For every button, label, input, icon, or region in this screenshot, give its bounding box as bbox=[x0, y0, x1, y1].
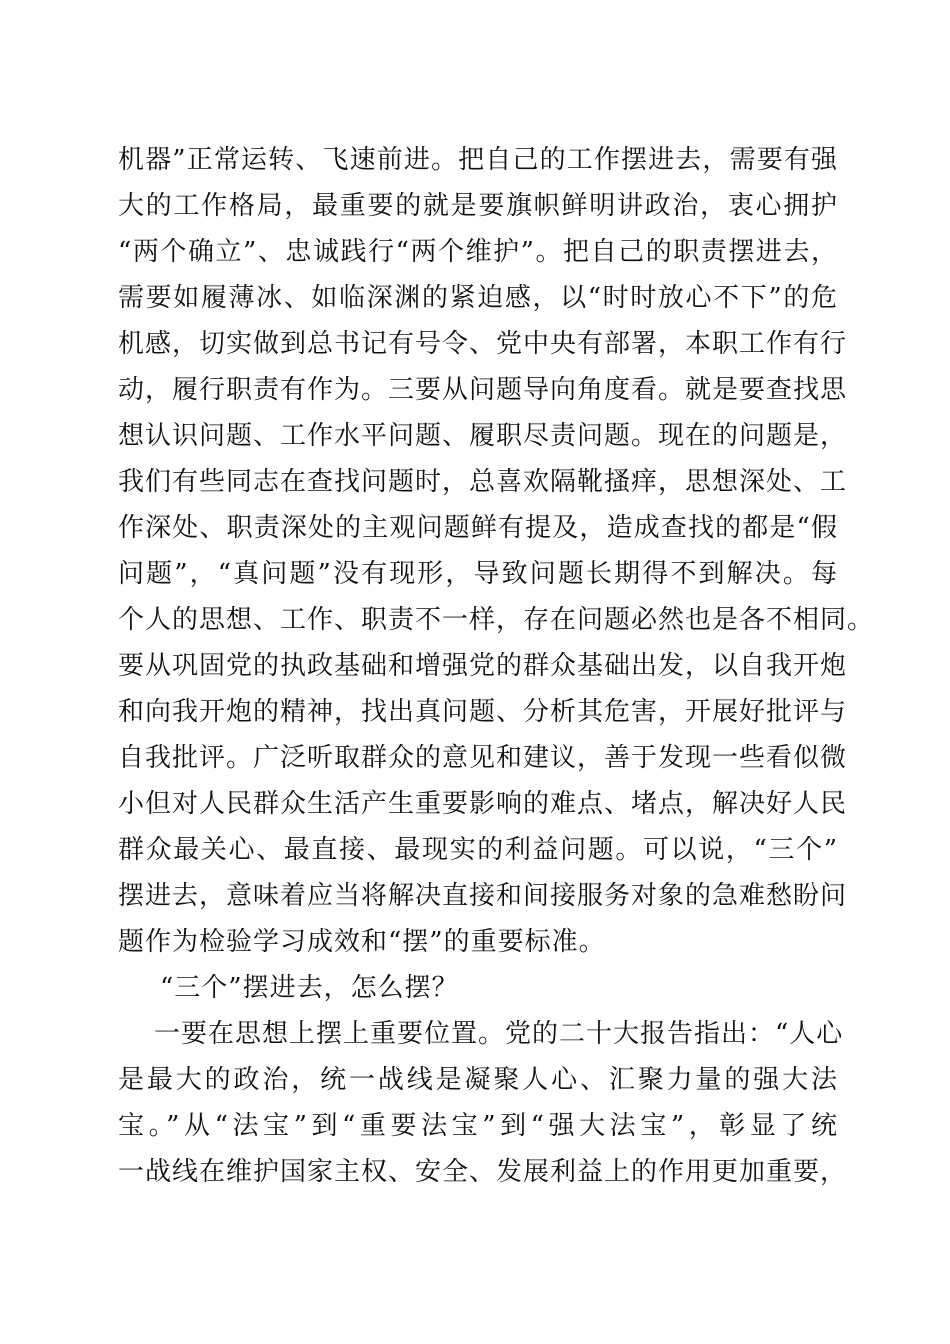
text-line: 宝。”从“法宝”到“重要法宝”到“强大法宝”，彰显了统 bbox=[118, 1111, 838, 1141]
text-line: 要从巩固党的执政基础和增强党的群众基础出发，以自我开炮 bbox=[118, 651, 848, 681]
text-line: 想认识问题、工作水平问题、履职尽责问题。现在的问题是， bbox=[118, 421, 848, 451]
text-line: 是最大的政治，统一战线是凝聚人心、汇聚力量的强大法 bbox=[118, 1065, 838, 1095]
text-line: 个人的思想、工作、职责不一样，存在问题必然也是各不相同。 bbox=[118, 605, 875, 635]
text-line: 大的工作格局，最重要的就是要旗帜鲜明讲政治，衷心拥护 bbox=[118, 191, 838, 221]
text-line: 作深处、职责深处的主观问题鲜有提及，造成查找的都是“假 bbox=[118, 513, 838, 543]
text-line: 一要在思想上摆上重要位置。党的二十大报告指出：“人心 bbox=[154, 1019, 844, 1049]
text-line: 题作为检验学习成效和“摆”的重要标准。 bbox=[118, 927, 606, 957]
text-line: 我们有些同志在查找问题时，总喜欢隔靴搔痒，思想深处、工 bbox=[118, 467, 848, 497]
section-heading: “三个”摆进去，怎么摆？ bbox=[160, 973, 459, 1003]
text-line: 问题”，“真问题”没有现形，导致问题长期得不到解决。每 bbox=[118, 559, 838, 589]
text-line: “两个确立”、忠诚践行“两个维护”。把自己的职责摆进去， bbox=[118, 237, 838, 267]
text-line: 一战线在维护国家主权、安全、发展利益上的作用更加重要， bbox=[118, 1157, 848, 1187]
text-line: 机感，切实做到总书记有号令、党中央有部署，本职工作有行 bbox=[118, 329, 848, 359]
text-line: 群众最关心、最直接、最现实的利益问题。可以说，“三个” bbox=[118, 835, 838, 865]
body-text bbox=[118, 137, 875, 1195]
text-line: 需要如履薄冰、如临深渊的紧迫感，以“时时放心不下”的危 bbox=[118, 283, 838, 313]
text-line: 小但对人民群众生活产生重要影响的难点、堵点，解决好人民 bbox=[118, 789, 848, 819]
text-line: 和向我开炮的精神，找出真问题、分析其危害，开展好批评与 bbox=[118, 697, 848, 727]
text-line: 自我批评。广泛听取群众的意见和建议，善于发现一些看似微 bbox=[118, 743, 848, 773]
text-line: 动，履行职责有作为。三要从问题导向角度看。就是要查找思 bbox=[118, 375, 848, 405]
text-line: 机器”正常运转、飞速前进。把自己的工作摆进去，需要有强 bbox=[118, 145, 838, 175]
text-line: 摆进去，意味着应当将解决直接和间接服务对象的急难愁盼问 bbox=[118, 881, 848, 911]
